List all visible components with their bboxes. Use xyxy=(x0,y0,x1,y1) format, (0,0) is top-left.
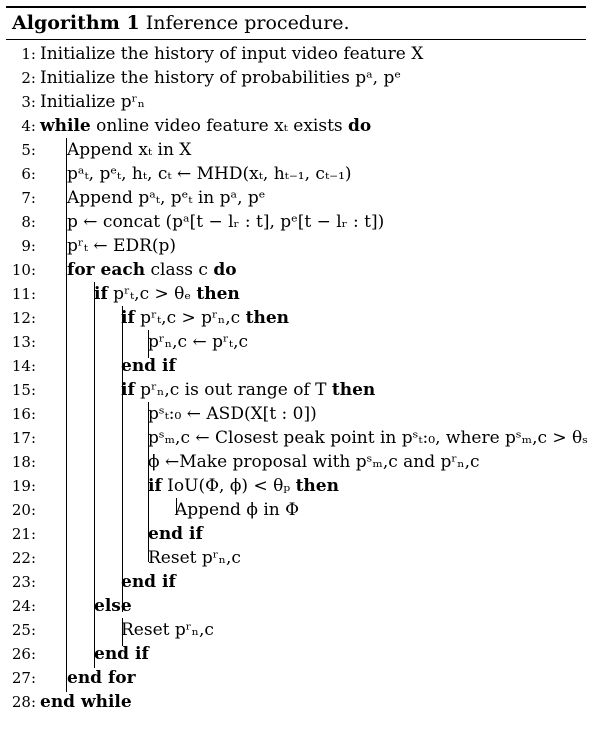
line-number: 25: xyxy=(11,621,36,639)
line-code: ϕ ←Make proposal with pˢₘ,c and pʳₙ,c xyxy=(148,452,480,472)
algorithm-line xyxy=(0,354,600,378)
line-number: 18: xyxy=(11,453,36,471)
line-number: 1: xyxy=(21,45,36,63)
line-number: 2: xyxy=(21,69,36,87)
line-number: 28: xyxy=(11,693,36,711)
algorithm-line xyxy=(0,546,600,570)
algorithm-line xyxy=(0,402,600,426)
line-code: end if xyxy=(121,572,176,592)
algorithm-line xyxy=(0,570,600,594)
line-number: 11: xyxy=(11,285,36,303)
line-number: 21: xyxy=(11,525,36,543)
line-number: 13: xyxy=(11,333,36,351)
algorithm-line xyxy=(0,186,600,210)
algorithm-title xyxy=(12,11,350,35)
line-number: 24: xyxy=(11,597,36,615)
line-code: pˢₘ,c ← Closest peak point in pˢₜ:₀, where pˢₘ,c > θₛ xyxy=(148,428,589,448)
line-code: end while xyxy=(40,692,132,712)
line-code: end if xyxy=(148,524,203,544)
line-code: if pʳₙ,c is out range of T then xyxy=(121,380,376,400)
line-number: 14: xyxy=(11,357,36,375)
line-code: end if xyxy=(94,644,149,664)
line-code: if pʳₜ,c > θₑ then xyxy=(94,284,240,304)
line-code: end for xyxy=(67,668,136,688)
line-number: 3: xyxy=(21,93,36,111)
algorithm-line xyxy=(0,114,600,138)
algorithm-line xyxy=(0,666,600,690)
algorithm-caption: Inference procedure. xyxy=(145,12,350,34)
algorithm-line xyxy=(0,642,600,666)
line-code: if pʳₜ,c > pʳₙ,c then xyxy=(121,308,289,328)
algorithm-line xyxy=(0,42,600,66)
line-code: pʳₙ,c ← pʳₜ,c xyxy=(148,332,249,352)
algorithm-line xyxy=(0,618,600,642)
line-number: 23: xyxy=(11,573,36,591)
line-code: p ← concat (pᵃ[t − lᵣ : t], pᵉ[t − lᵣ : t]) xyxy=(67,212,385,232)
algorithm-line xyxy=(0,234,600,258)
line-code: pᵃₜ, pᵉₜ, hₜ, cₜ ← MHD(xₜ, hₜ₋₁, cₜ₋₁) xyxy=(67,164,352,184)
line-number: 26: xyxy=(11,645,36,663)
algorithm-line xyxy=(0,258,600,282)
line-code: Append xₜ in X xyxy=(67,140,192,160)
algorithm-line xyxy=(0,522,600,546)
line-number: 17: xyxy=(11,429,36,447)
line-number: 15: xyxy=(11,381,36,399)
line-code: Append ϕ in Φ xyxy=(175,500,300,520)
algorithm-line xyxy=(0,594,600,618)
line-number: 10: xyxy=(11,261,36,279)
line-code: Initialize the history of input video feature X xyxy=(40,44,424,64)
line-code: else xyxy=(94,596,132,616)
line-number: 27: xyxy=(11,669,36,687)
algorithm-line xyxy=(0,690,600,714)
algorithm-line xyxy=(0,162,600,186)
line-code: for each class c do xyxy=(67,260,237,280)
line-number: 16: xyxy=(11,405,36,423)
line-code: if IoU(Φ, ϕ) < θₚ then xyxy=(148,476,339,496)
line-number: 5: xyxy=(21,141,36,159)
line-number: 12: xyxy=(11,309,36,327)
line-code: end if xyxy=(121,356,176,376)
line-code: pˢₜ:₀ ← ASD(X[t : 0]) xyxy=(148,404,317,424)
line-number: 6: xyxy=(21,165,36,183)
algorithm-line xyxy=(0,378,600,402)
algorithm-line xyxy=(0,210,600,234)
algorithm-line xyxy=(0,90,600,114)
line-number: 7: xyxy=(21,189,36,207)
line-code: Initialize pʳₙ xyxy=(40,92,145,112)
line-code: Reset pʳₙ,c xyxy=(148,548,241,568)
line-number: 4: xyxy=(21,117,36,135)
line-number: 19: xyxy=(11,477,36,495)
algorithm-line xyxy=(0,330,600,354)
algorithm-line xyxy=(0,450,600,474)
line-number: 9: xyxy=(21,237,36,255)
title-rule xyxy=(6,39,586,40)
line-code: pʳₜ ← EDR(p) xyxy=(67,236,177,256)
algorithm-line xyxy=(0,474,600,498)
line-number: 20: xyxy=(11,501,36,519)
algorithm-line xyxy=(0,282,600,306)
algorithm-line xyxy=(0,138,600,162)
line-code: Initialize the history of probabilities pᵃ, pᵉ xyxy=(40,68,401,88)
line-code: Append pᵃₜ, pᵉₜ in pᵃ, pᵉ xyxy=(67,188,266,208)
line-code: while online video feature xₜ exists do xyxy=(40,116,372,136)
line-number: 8: xyxy=(21,213,36,231)
top-rule xyxy=(6,6,586,8)
line-number: 22: xyxy=(11,549,36,567)
algorithm-line xyxy=(0,306,600,330)
line-code: Reset pʳₙ,c xyxy=(121,620,214,640)
algorithm-label: Algorithm 1 xyxy=(12,12,140,34)
algorithm-line xyxy=(0,66,600,90)
algorithm-line xyxy=(0,498,600,522)
algorithm-line xyxy=(0,426,600,450)
